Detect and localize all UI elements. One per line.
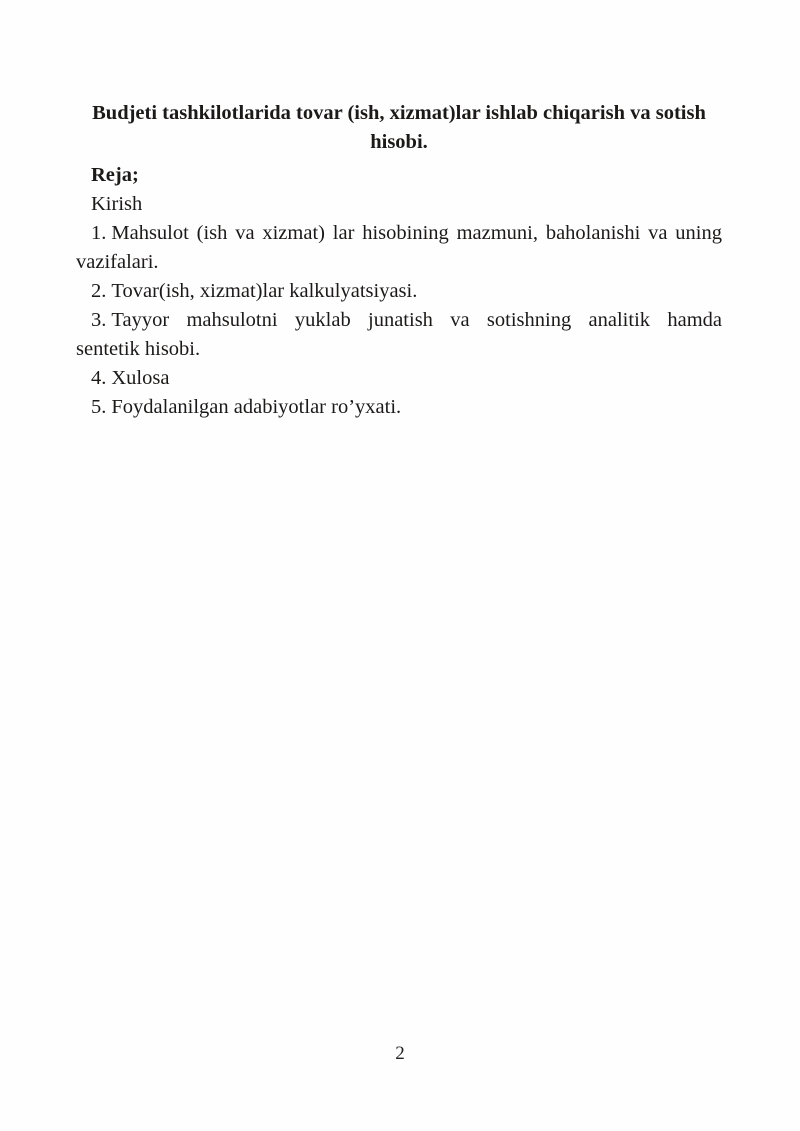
plan-item-1-line1 (76, 219, 722, 248)
plan-item-3-line1 (76, 306, 722, 335)
item-number: 1. (91, 222, 107, 244)
plan-item-2 (76, 277, 722, 306)
item-text: Mahsulot (ish va xizmat) lar hisobining mazmuni, baholanishi va uning (111, 222, 722, 244)
item-number: 3. (91, 309, 107, 331)
item-text: Tayyor mahsulotni yuklab junatish va sotishning analitik hamda (111, 309, 722, 331)
page-content (0, 0, 800, 422)
page-number: 2 (395, 1043, 405, 1064)
document-title-line1: Budjeti tashkilotlarida tovar (ish, xizmat)lar ishlab chiqarish va sotish (92, 102, 706, 124)
item-number: 2. (91, 280, 107, 302)
item-number: 4. (91, 367, 107, 389)
item-text: Foydalanilgan adabiyotlar ro’yxati. (111, 396, 402, 418)
item-text: Xulosa (111, 367, 170, 389)
document-title (76, 99, 722, 157)
plan-item-5 (76, 393, 722, 422)
intro-line: Kirish (91, 193, 143, 215)
document-title-line2: hisobi. (370, 131, 428, 153)
item-number: 5. (91, 396, 107, 418)
plan-heading: Reja; (91, 164, 139, 186)
plan-item-4 (76, 364, 722, 393)
plan-item-3-line2: sentetik hisobi. (76, 338, 201, 360)
plan-item-1-line2: vazifalari. (76, 251, 159, 273)
plan-item-3 (76, 306, 722, 364)
item-text: Tovar(ish, xizmat)lar kalkulyatsiyasi. (111, 280, 418, 302)
plan-item-1 (76, 219, 722, 277)
